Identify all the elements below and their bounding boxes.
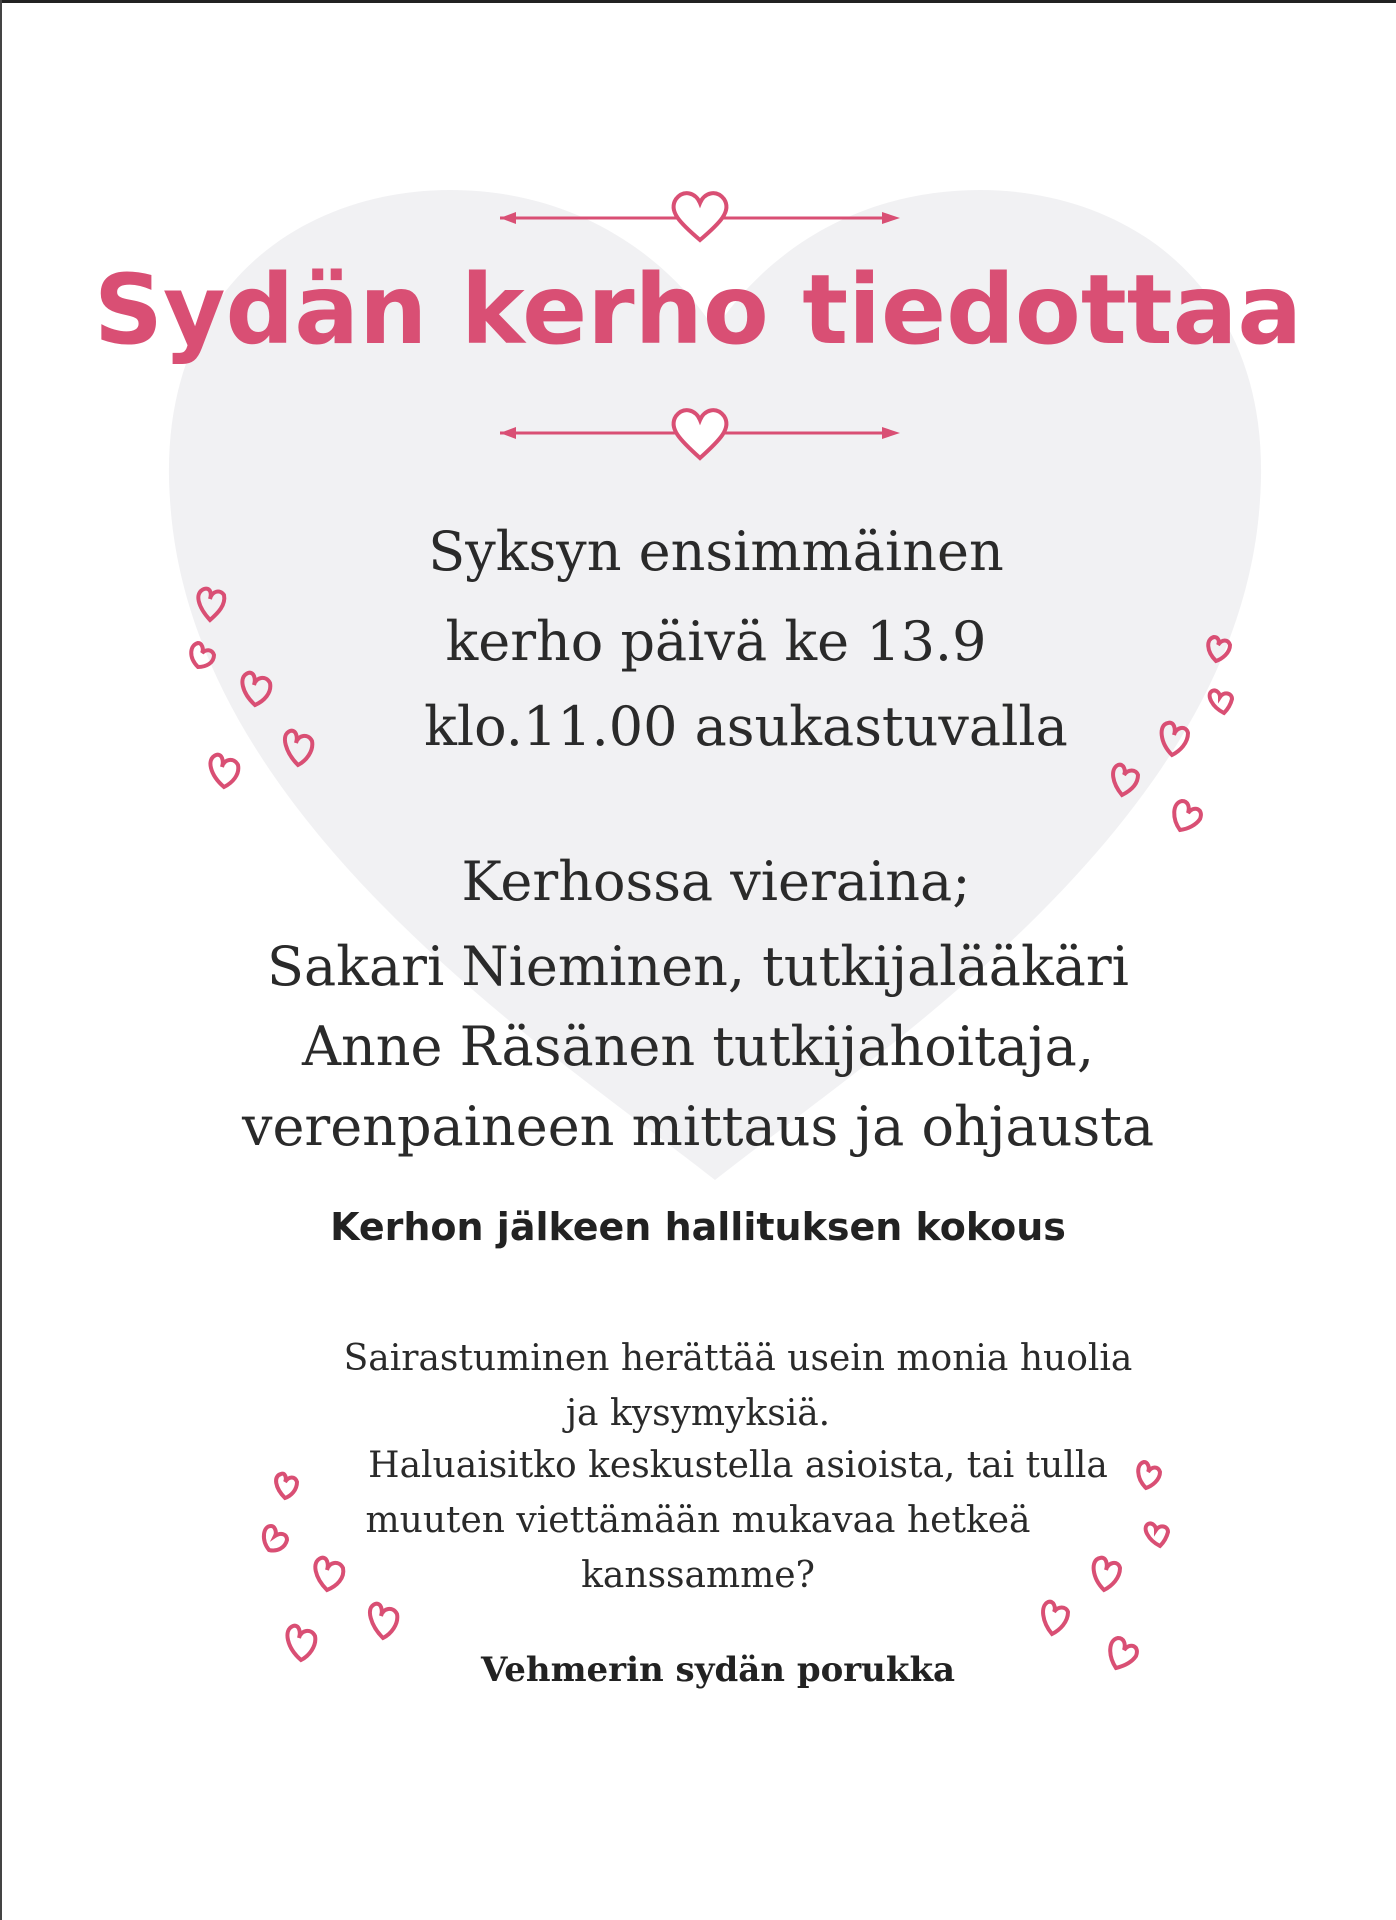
invitation-line-2: ja kysymyksiä. xyxy=(565,1393,831,1434)
doodle-hearts-lower-left-icon xyxy=(255,1460,415,1675)
board-meeting-note: Kerhon jälkeen hallituksen kokous xyxy=(330,1205,1066,1249)
signature: Vehmerin sydän porukka xyxy=(480,1650,956,1690)
invitation-line-4: muuten viettämään mukavaa hetkeä xyxy=(365,1500,1031,1541)
guest-line-2: Anne Räsänen tutkijahoitaja, xyxy=(301,1015,1095,1078)
heart-arrow-divider-top-icon xyxy=(490,185,910,255)
page-title: Sydän kerho tiedottaa xyxy=(93,254,1303,366)
guest-line-1: Sakari Nieminen, tutkijalääkäri xyxy=(267,935,1129,998)
doodle-hearts-upper-left-icon xyxy=(180,575,340,805)
guest-line-3: verenpaineen mittaus ja ohjausta xyxy=(241,1095,1155,1158)
heart-arrow-divider-bottom-icon xyxy=(490,400,910,470)
doodle-hearts-lower-right-icon xyxy=(1030,1450,1190,1680)
meeting-line-2: kerho päivä ke 13.9 xyxy=(445,610,987,673)
meeting-line-1: Syksyn ensimmäinen xyxy=(428,520,1004,583)
doodle-hearts-upper-right-icon xyxy=(1100,625,1240,845)
guests-heading: Kerhossa vieraina; xyxy=(461,850,971,913)
invitation-line-5: kanssamme? xyxy=(581,1555,815,1596)
meeting-line-3: klo.11.00 asukastuvalla xyxy=(424,695,1068,758)
invitation-line-3: Haluaisitko keskustella asioista, tai tulla xyxy=(368,1445,1108,1486)
scan-edge-top xyxy=(0,0,1396,3)
invitation-line-1: Sairastuminen herättää usein monia huolia xyxy=(343,1338,1133,1379)
